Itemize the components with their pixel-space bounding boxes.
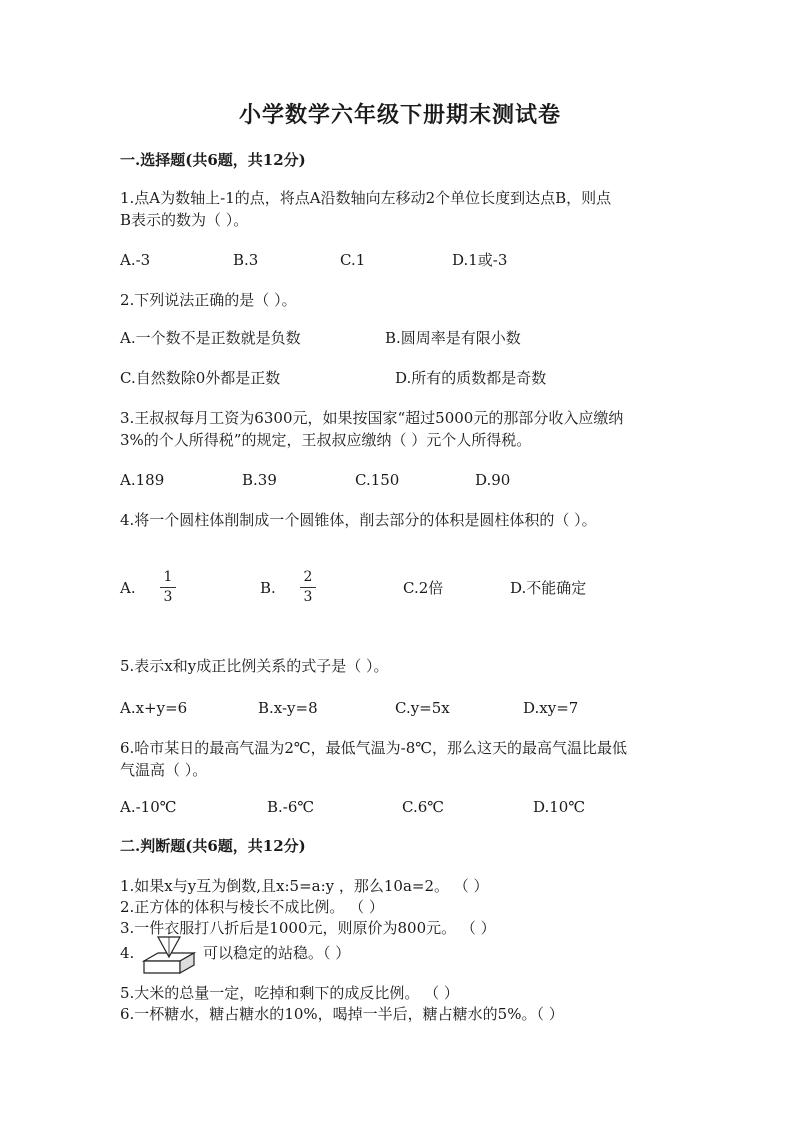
- q2-text: 2.下列说法正确的是（ ）。: [120, 291, 297, 309]
- judgment-item-4-number: 4.: [120, 944, 135, 962]
- q4-option-b-fraction: [300, 570, 316, 605]
- section-heading-choice: 一.选择题(共6题，共12分): [120, 151, 306, 169]
- fraction-numerator: 1: [163, 569, 173, 585]
- fraction-denominator: 3: [163, 589, 173, 605]
- q1-option-b: B.3: [233, 251, 259, 269]
- q5-option-c: C.y=5x: [395, 699, 450, 717]
- q3-option-a: A.189: [120, 471, 165, 489]
- q4-option-a-fraction: [160, 570, 176, 605]
- q1-text-line1: 1.点A为数轴上-1的点，将点A沿数轴向左移动2个单位长度到达点B，则点: [120, 189, 612, 207]
- q6-text-line2: 气温高（ ）。: [120, 761, 208, 779]
- q4-option-b-label: B.: [260, 579, 276, 597]
- judgment-item-2: 2.正方体的体积与棱长不成比例。 （ ）: [120, 898, 384, 916]
- triangle-on-block-figure: [140, 935, 200, 977]
- q2-option-d: D.所有的质数都是奇数: [395, 369, 547, 387]
- judgment-item-1: 1.如果x与y互为倒数,且x:5=a:y ，那么10a=2。 （ ）: [120, 877, 489, 895]
- q3-text-line2: 3%的个人所得税”的规定，王叔叔应缴纳（ ）元个人所得税。: [120, 431, 532, 449]
- q6-option-b: B.-6℃: [267, 798, 315, 816]
- q6-option-c: C.6℃: [402, 798, 445, 816]
- q2-option-c: C.自然数除0外都是正数: [120, 369, 281, 387]
- judgment-item-6: 6.一杯糖水，糖占糖水的10%，喝掉一半后，糖占糖水的5%。（ ）: [120, 1005, 564, 1023]
- q3-option-b: B.39: [242, 471, 277, 489]
- q4-option-c: C.2倍: [403, 579, 444, 597]
- judgment-item-3: 3.一件衣服打八折后是1000元，则原价为800元。 （ ）: [120, 919, 496, 937]
- q2-option-b: B.圆周率是有限小数: [385, 329, 521, 347]
- q5-option-d: D.xy=7: [523, 699, 579, 717]
- q1-option-d: D.1或-3: [452, 251, 508, 269]
- q1-option-a: A.-3: [120, 251, 151, 269]
- q4-option-d: D.不能确定: [510, 579, 587, 597]
- judgment-item-5: 5.大米的总量一定，吃掉和剩下的成反比例。 （ ）: [120, 984, 459, 1002]
- q3-text-line1: 3.王叔叔每月工资为6300元，如果按国家“超过5000元的那部分收入应缴纳: [120, 409, 624, 427]
- q1-text-line2: B表示的数为（ ）。: [120, 211, 249, 229]
- fraction-bar: [160, 587, 176, 588]
- q5-text: 5.表示x和y成正比例关系的式子是（ ）。: [120, 657, 389, 675]
- q1-option-c: C.1: [340, 251, 366, 269]
- fraction-denominator: 3: [303, 589, 313, 605]
- q3-option-c: C.150: [355, 471, 400, 489]
- q4-option-a-label: A.: [120, 579, 136, 597]
- q5-option-b: B.x-y=8: [258, 699, 318, 717]
- q6-option-a: A.-10℃: [120, 798, 177, 816]
- fraction-numerator: 2: [303, 569, 313, 585]
- q6-text-line1: 6.哈市某日的最高气温为2℃，最低气温为-8℃，那么这天的最高气温比最低: [120, 739, 628, 757]
- q5-option-a: A.x+y=6: [120, 699, 188, 717]
- page-title: 小学数学六年级下册期末测试卷: [238, 102, 561, 128]
- judgment-item-4: 可以稳定的站稳。（ ）: [203, 944, 351, 962]
- fraction-bar: [300, 587, 316, 588]
- q4-text: 4.将一个圆柱体削制成一个圆锥体，削去部分的体积是圆柱体积的（ ）。: [120, 511, 597, 529]
- section-heading-judgment: 二.判断题(共6题，共12分): [120, 837, 306, 855]
- q2-option-a: A.一个数不是正数就是负数: [120, 329, 301, 347]
- q6-option-d: D.10℃: [533, 798, 586, 816]
- q3-option-d: D.90: [475, 471, 511, 489]
